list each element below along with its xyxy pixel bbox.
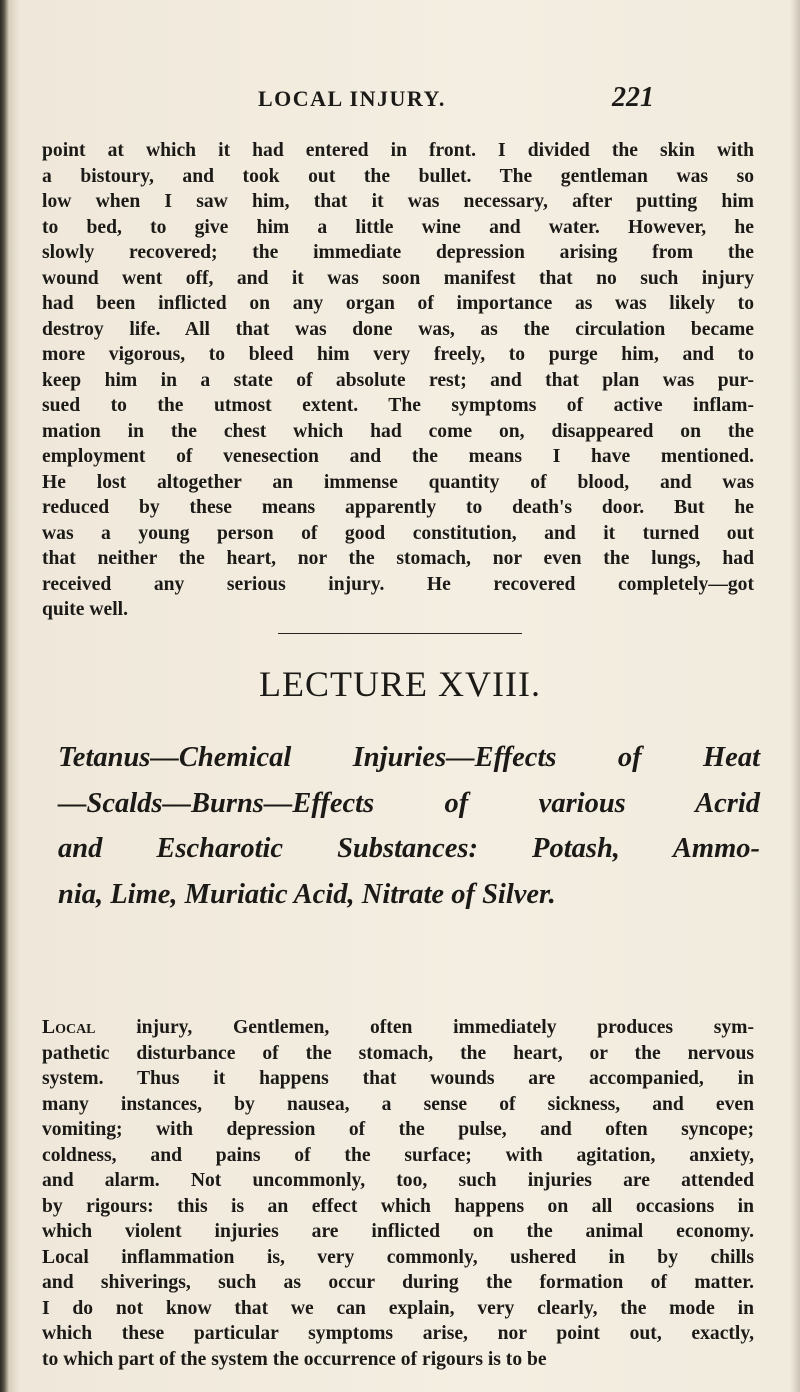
- text-line: —Scalds—Burns—Effects of various Acrid: [58, 787, 760, 819]
- opening-line-rest: injury, Gentlemen, often immediately produces sym-: [95, 1017, 754, 1038]
- text-line: that neither the heart, nor the stomach, nor even the lungs, had: [42, 548, 754, 569]
- text-line: to which part of the system the occurrence of rigours is to be: [42, 1348, 547, 1370]
- text-line: a bistoury, and took out the bullet. The gentleman was so: [42, 165, 754, 187]
- text-line: [42, 1015, 754, 1041]
- text-line: and alarm. Not uncommonly, too, such injuries are attended: [42, 1170, 754, 1191]
- text-line: which violent injuries are inflicted on the animal economy.: [42, 1221, 754, 1242]
- text-line: coldness, and pains of the surface; with agitation, anxiety,: [42, 1144, 754, 1166]
- text-line: quite well.: [42, 599, 128, 620]
- text-line: and shiverings, such as occur during the formation of matter.: [42, 1272, 754, 1293]
- text-line: low when I saw him, that it was necessary, after putting him: [42, 191, 754, 212]
- text-line: more vigorous, to bleed him very freely, to purge him, and to: [42, 344, 754, 365]
- running-title: LOCAL INJURY.: [258, 86, 446, 111]
- text-line: was a young person of good constitution, and it turned out: [42, 522, 754, 544]
- text-line: and Escharotic Substances: Potash, Ammo-: [58, 833, 760, 864]
- text-line: destroy life. All that was done was, as the circulation became: [42, 318, 754, 340]
- text-line: received any serious injury. He recovered completely—got: [42, 573, 754, 595]
- text-line: pathetic disturbance of the stomach, the heart, or the nervous: [42, 1042, 754, 1064]
- text-line: nia, Lime, Muriatic Acid, Nitrate of Silver.: [58, 878, 556, 910]
- page-number: 221: [612, 82, 654, 113]
- text-line: keep him in a state of absolute rest; and that plan was pur-: [42, 369, 754, 391]
- text-line: by rigours: this is an effect which happens on all occasions in: [42, 1195, 754, 1217]
- text-line: He lost altogether an immense quantity of blood, and was: [42, 471, 754, 493]
- opening-word: Local: [42, 1017, 96, 1038]
- lecture-heading: LECTURE XVIII.: [259, 664, 541, 704]
- lecture-opening-paragraph: [42, 1015, 754, 1372]
- section-divider-rule: [278, 633, 522, 634]
- text-line: mation in the chest which had come on, disappeared on the: [42, 420, 754, 442]
- text-line: slowly recovered; the immediate depression arising from the: [42, 242, 754, 263]
- text-line: Tetanus—Chemical Injuries—Effects of Heat: [58, 742, 760, 773]
- text-line: reduced by these means apparently to death's door. But he: [42, 497, 754, 518]
- text-line: I do not know that we can explain, very clearly, the mode in: [42, 1297, 754, 1319]
- text-line: had been inflicted on any organ of importance as was likely to: [42, 293, 754, 314]
- text-line: which these particular symptoms arise, nor point out, exactly,: [42, 1323, 754, 1344]
- text-line: employment of venesection and the means I have mentioned.: [42, 446, 754, 467]
- text-line: many instances, by nausea, a sense of sickness, and even: [42, 1093, 754, 1115]
- paragraph-continued: [42, 138, 754, 623]
- text-line: point at which it had entered in front. I divided the skin with: [42, 140, 754, 161]
- lecture-synopsis: [58, 735, 760, 917]
- text-line: vomiting; with depression of the pulse, and often syncope;: [42, 1119, 754, 1140]
- text-line: system. Thus it happens that wounds are accompanied, in: [42, 1068, 754, 1089]
- text-line: Local inflammation is, very commonly, ushered in by chills: [42, 1246, 754, 1268]
- text-line: to bed, to give him a little wine and water. However, he: [42, 216, 754, 238]
- text-line: wound went off, and it was soon manifest that no such injury: [42, 267, 754, 289]
- running-head: [0, 82, 800, 116]
- text-line: sued to the utmost extent. The symptoms of active inflam-: [42, 395, 754, 416]
